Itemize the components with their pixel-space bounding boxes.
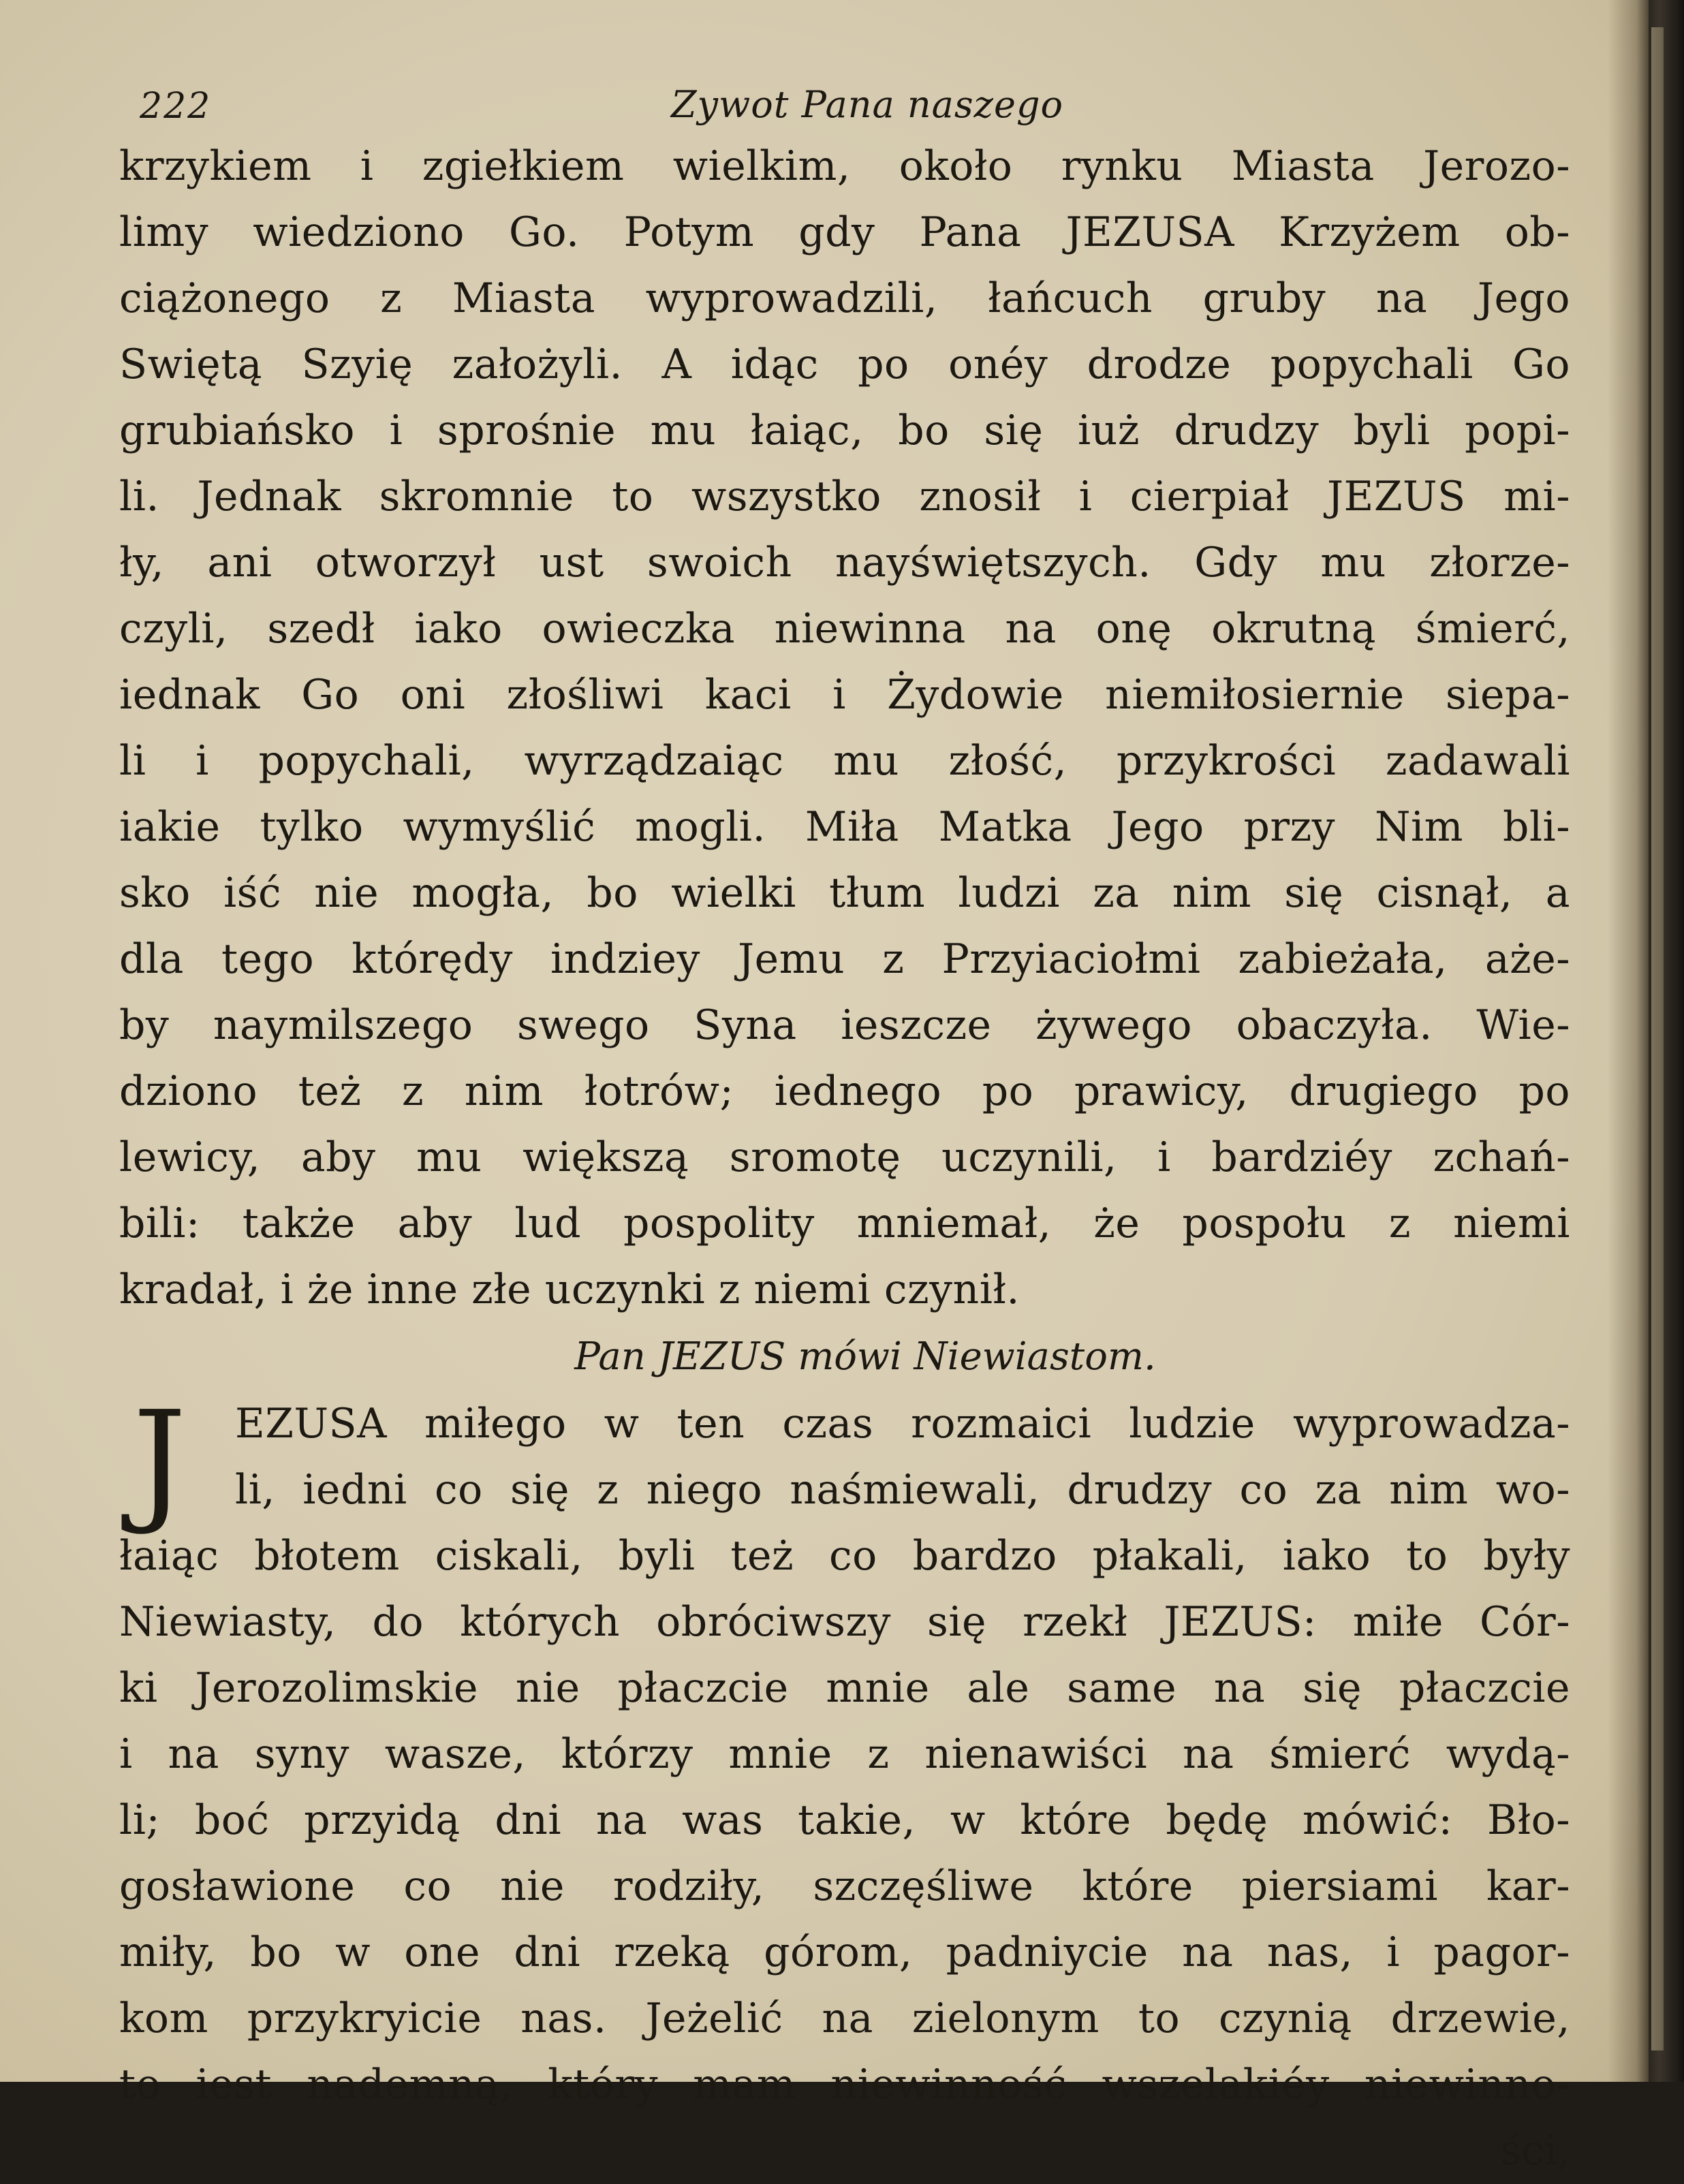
text-line: li; boć przyidą dni na was takie, w które będę mówić: Bło- — [119, 1796, 1570, 1844]
running-title: Zywot Pana naszego — [671, 83, 1064, 126]
running-head — [119, 80, 1570, 134]
text-line: to iest nademną, który mam niewinność wszelakiéy niewinno- — [119, 2061, 1570, 2108]
text-line: lewicy, aby mu większą sromotę uczynili, i bardziéy zchań- — [119, 1134, 1570, 1181]
text-line: kradał, i że inne złe uczynki z niemi czynił. — [119, 1266, 1020, 1313]
text-line: ki Jerozolimskie nie płaczcie mnie ale same na się płaczcie — [119, 1664, 1570, 1712]
section-heading: Pan JEZUS mówi Niewiastom. — [574, 1335, 1156, 1379]
text-line: ły, ani otworzył ust swoich nayświętszych. Gdy mu złorze- — [119, 539, 1570, 587]
text-line: limy wiedziono Go. Potym gdy Pana JEZUSA Krzyżem ob- — [119, 208, 1570, 256]
paragraph-1 — [119, 134, 1570, 1323]
next-page-edge — [1651, 27, 1664, 2050]
text-line: li i popychali, wyrządzaiąc mu złość, przykrości zadawali — [119, 737, 1570, 785]
catchword: ści, — [1500, 2127, 1570, 2174]
text-line: kom przykryicie nas. Jeżelić na zielonym to czynią drzewie, — [119, 1995, 1570, 2042]
text-line: miły, bo w one dni rzeką górom, padniycie na nas, i pagor- — [119, 1929, 1570, 1976]
text-line: EZUSA miłego w ten czas rozmaici ludzie wyprowadza- — [235, 1400, 1570, 1448]
paragraph-2 — [119, 1383, 1570, 2184]
page-number: 222 — [140, 86, 212, 127]
text-line: li. Jednak skromnie to wszystko znosił i cierpiał JEZUS mi- — [119, 473, 1570, 520]
text-line: li, iedni co się z niego naśmiewali, drudzy co za nim wo- — [235, 1466, 1570, 1514]
text-line: czyli, szedł iako owieczka niewinna na onę okrutną śmierć, — [119, 605, 1570, 653]
text-line: grubiańsko i sprośnie mu łaiąc, bo się iuż drudzy byli popi- — [119, 407, 1570, 454]
text-line: sko iść nie mogła, bo wielki tłum ludzi za nim się cisnął, a — [119, 869, 1570, 917]
text-line: i na syny wasze, którzy mnie z nienawiści na śmierć wydą- — [119, 1730, 1570, 1778]
text-line: iakie tylko wymyślić mogli. Miła Matka Jego przy Nim bli- — [119, 803, 1570, 851]
text-line: Niewiasty, do których obróciwszy się rzekł JEZUS: miłe Cór- — [119, 1598, 1570, 1646]
text-line: dla tego którędy indziey Jemu z Przyiaciołmi zabieżała, aże- — [119, 935, 1570, 983]
text-line: iednak Go oni złośliwi kaci i Żydowie niemiłosiernie siepa- — [119, 671, 1570, 719]
drop-cap: J — [133, 1383, 187, 1538]
text-line: by naymilszego swego Syna ieszcze żywego obaczyła. Wie- — [119, 1001, 1570, 1049]
text-line: ciążonego z Miasta wyprowadzili, łańcuch gruby na Jego — [119, 275, 1570, 322]
text-line: gosławione co nie rodziły, szczęśliwe które piersiami kar- — [119, 1862, 1570, 1910]
gutter-shadow — [1608, 0, 1649, 2082]
text-block — [119, 80, 1570, 2184]
text-line: łaiąc błotem ciskali, byli też co bardzo płakali, iako to były — [119, 1532, 1570, 1580]
text-line: krzykiem i zgiełkiem wielkim, około rynku Miasta Jerozo- — [119, 142, 1570, 190]
text-line: Swiętą Szyię założyli. A idąc po onéy drodze popychali Go — [119, 341, 1570, 388]
text-line: dziono też z nim łotrów; iednego po prawicy, drugiego po — [119, 1067, 1570, 1115]
text-line: bili: także aby lud pospolity mniemał, że pospołu z niemi — [119, 1200, 1570, 1247]
